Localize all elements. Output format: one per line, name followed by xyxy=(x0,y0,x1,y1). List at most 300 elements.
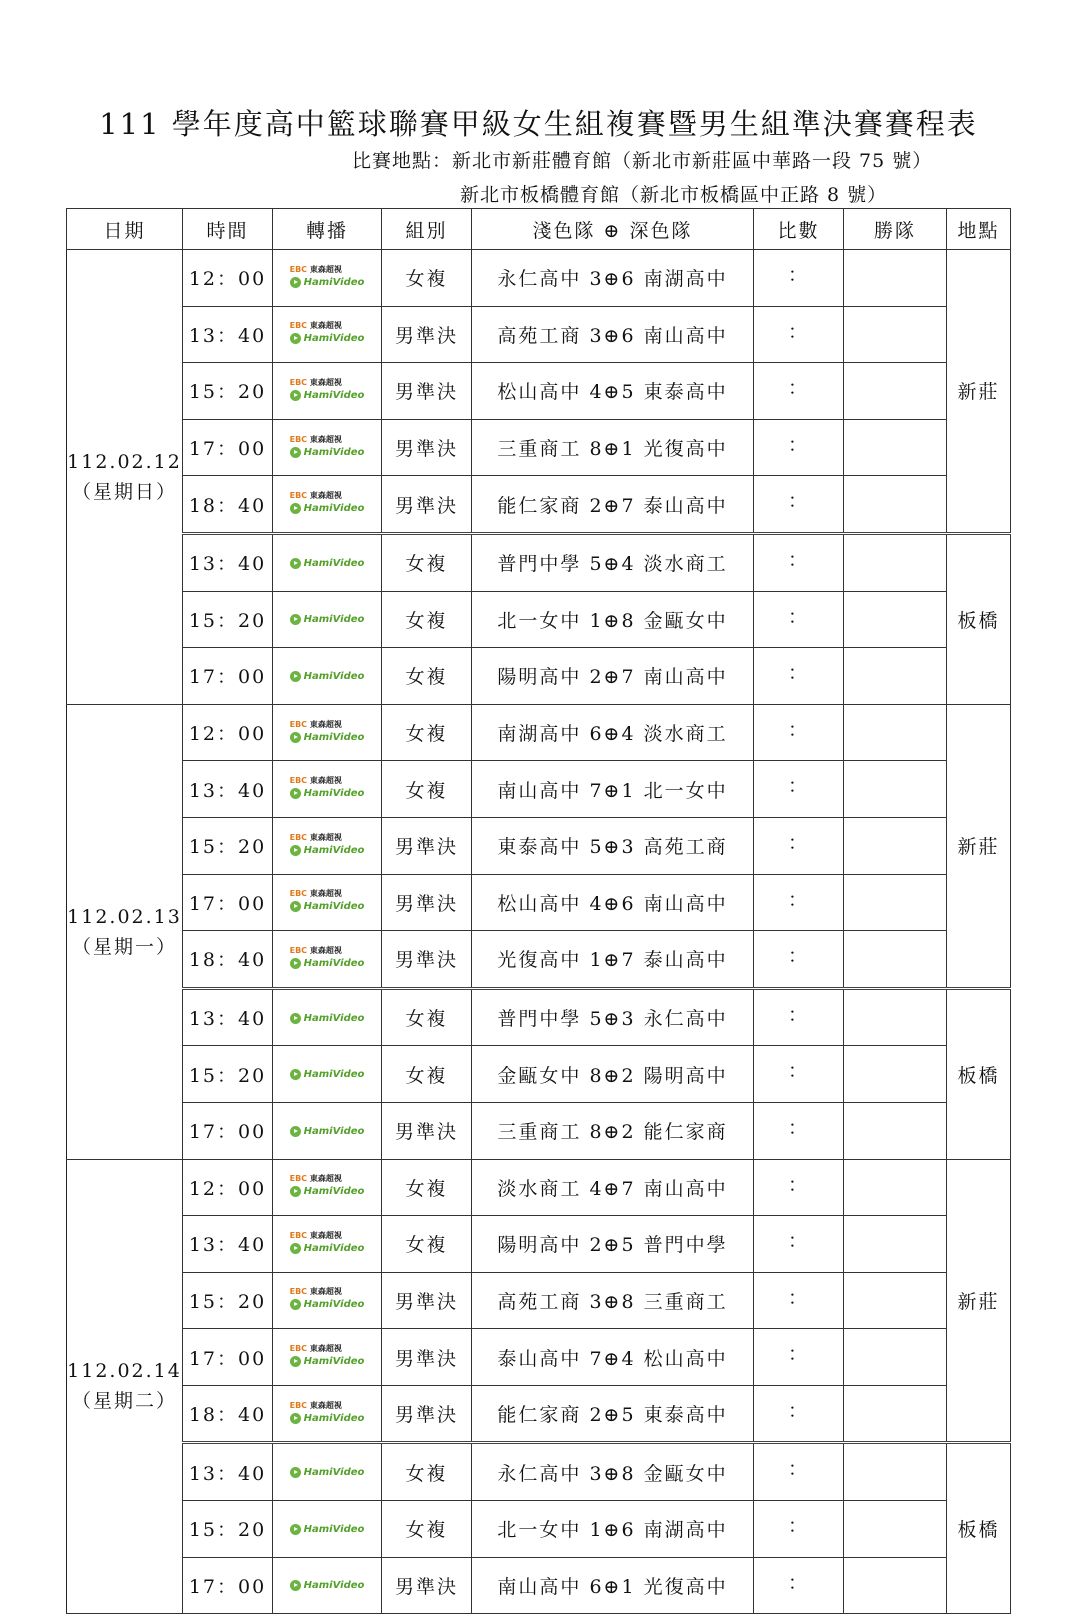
ebc-logo-cn: 東森超視 xyxy=(309,377,342,387)
match-weekday: （星期日） xyxy=(71,480,177,503)
score-cell: ： xyxy=(754,988,844,1046)
ebc-logo-cn: 東森超視 xyxy=(309,1174,342,1184)
winner-cell xyxy=(844,363,947,420)
matchup-cell: 南湖高中 6⊕4 淡水商工 xyxy=(472,704,754,761)
broadcast-cell xyxy=(273,761,382,818)
hamivideo-logo xyxy=(290,1298,365,1311)
hamivideo-logo-text: HamiVideo xyxy=(303,333,365,345)
winner-cell xyxy=(844,1557,947,1614)
ebc-logo xyxy=(290,1229,365,1242)
table-row xyxy=(67,761,1011,818)
winner-cell xyxy=(844,306,947,363)
score-cell: ： xyxy=(754,1102,844,1159)
table-row xyxy=(67,1385,1011,1443)
ebc-logo-cn: 東森超視 xyxy=(309,434,342,444)
table-row xyxy=(67,476,1011,534)
time-cell: 12：00 xyxy=(183,1159,273,1216)
ebc-logo-cn: 東森超視 xyxy=(309,1287,342,1297)
matchup-cell: 能仁家商 2⊕7 泰山高中 xyxy=(472,476,754,534)
play-icon xyxy=(290,671,301,682)
broadcast-logos xyxy=(290,1466,365,1479)
hamivideo-logo-text: HamiVideo xyxy=(303,1012,365,1024)
time-cell: 13：40 xyxy=(183,761,273,818)
hamivideo-logo-text: HamiVideo xyxy=(303,446,365,458)
play-icon xyxy=(290,1126,301,1137)
play-icon xyxy=(290,732,301,743)
broadcast-logos xyxy=(290,774,365,800)
broadcast-logos xyxy=(290,376,365,402)
broadcast-logos xyxy=(290,613,365,626)
division-cell: 女複 xyxy=(382,648,472,705)
venue-cell: 板橋 xyxy=(947,533,1011,704)
hamivideo-logo xyxy=(290,787,365,800)
matchup-cell: 三重商工 8⊕1 光復高中 xyxy=(472,419,754,476)
division-cell: 女複 xyxy=(382,1046,472,1103)
winner-cell xyxy=(844,988,947,1046)
broadcast-cell xyxy=(273,1216,382,1273)
hamivideo-logo-text: HamiVideo xyxy=(303,503,365,515)
table-row xyxy=(67,1046,1011,1103)
table-row xyxy=(67,817,1011,874)
hamivideo-logo xyxy=(290,1579,365,1592)
broadcast-logos xyxy=(290,944,365,970)
division-cell: 男準決 xyxy=(382,363,472,420)
time-cell: 13：40 xyxy=(183,1216,273,1273)
matchup-cell: 普門中學 5⊕4 淡水商工 xyxy=(472,533,754,591)
division-cell: 男準決 xyxy=(382,1329,472,1386)
winner-cell xyxy=(844,419,947,476)
date-cell xyxy=(67,1159,183,1614)
ebc-logo-text: EBC xyxy=(289,1174,308,1184)
header-winner: 勝隊 xyxy=(844,209,947,250)
venue-cell: 新莊 xyxy=(947,250,1011,534)
broadcast-cell xyxy=(273,704,382,761)
ebc-logo xyxy=(290,774,365,787)
time-cell: 13：40 xyxy=(183,1443,273,1501)
hamivideo-logo-text: HamiVideo xyxy=(303,844,365,856)
hamivideo-logo-text: HamiVideo xyxy=(303,1242,365,1254)
time-cell: 13：40 xyxy=(183,533,273,591)
play-icon xyxy=(290,958,301,969)
hamivideo-logo xyxy=(290,446,365,459)
hamivideo-logo-text: HamiVideo xyxy=(303,1299,365,1311)
play-icon xyxy=(290,1243,301,1254)
play-icon xyxy=(290,1069,301,1080)
score-cell: ： xyxy=(754,648,844,705)
hamivideo-logo xyxy=(290,731,365,744)
broadcast-cell xyxy=(273,931,382,989)
broadcast-logos xyxy=(290,1342,365,1368)
score-cell: ： xyxy=(754,250,844,307)
table-row xyxy=(67,1329,1011,1386)
ebc-logo xyxy=(290,1285,365,1298)
table-row xyxy=(67,1557,1011,1614)
winner-cell xyxy=(844,1159,947,1216)
ebc-logo xyxy=(290,376,365,389)
division-cell: 女複 xyxy=(382,1501,472,1558)
header-row xyxy=(67,209,1011,250)
play-icon xyxy=(290,1299,301,1310)
hamivideo-logo xyxy=(290,557,365,570)
hamivideo-logo xyxy=(290,1466,365,1479)
hamivideo-logo xyxy=(290,1012,365,1025)
time-cell: 17：00 xyxy=(183,1329,273,1386)
table-row xyxy=(67,363,1011,420)
play-icon xyxy=(290,1524,301,1535)
division-cell: 女複 xyxy=(382,988,472,1046)
play-icon xyxy=(290,390,301,401)
ebc-logo xyxy=(290,1399,365,1412)
time-cell: 13：40 xyxy=(183,988,273,1046)
ebc-logo-cn: 東森超視 xyxy=(309,1344,342,1354)
division-cell: 男準決 xyxy=(382,1272,472,1329)
hamivideo-logo-text: HamiVideo xyxy=(303,389,365,401)
play-icon xyxy=(290,788,301,799)
hamivideo-logo xyxy=(290,957,365,970)
matchup-cell: 陽明高中 2⊕7 南山高中 xyxy=(472,648,754,705)
match-date: 112.02.13 xyxy=(67,905,182,928)
score-cell: ： xyxy=(754,1272,844,1329)
hamivideo-logo xyxy=(290,1242,365,1255)
table-row xyxy=(67,1216,1011,1273)
broadcast-logos xyxy=(290,1285,365,1311)
winner-cell xyxy=(844,1046,947,1103)
hamivideo-logo-text: HamiVideo xyxy=(303,957,365,969)
play-icon xyxy=(290,614,301,625)
hamivideo-logo-text: HamiVideo xyxy=(303,276,365,288)
broadcast-cell xyxy=(273,1329,382,1386)
score-cell: ： xyxy=(754,306,844,363)
broadcast-cell xyxy=(273,1159,382,1216)
hamivideo-logo xyxy=(290,276,365,289)
ebc-logo xyxy=(290,718,365,731)
hamivideo-logo xyxy=(290,613,365,626)
broadcast-logos xyxy=(290,1125,365,1138)
division-cell: 女複 xyxy=(382,1216,472,1273)
hamivideo-logo-text: HamiVideo xyxy=(303,557,365,569)
time-cell: 17：00 xyxy=(183,1557,273,1614)
ebc-logo-cn: 東森超視 xyxy=(309,321,342,331)
matchup-cell: 高苑工商 3⊕8 三重商工 xyxy=(472,1272,754,1329)
hamivideo-logo xyxy=(290,1125,365,1138)
broadcast-cell xyxy=(273,817,382,874)
broadcast-cell xyxy=(273,1102,382,1159)
play-icon xyxy=(290,1013,301,1024)
play-icon xyxy=(290,277,301,288)
matchup-cell: 松山高中 4⊕5 東泰高中 xyxy=(472,363,754,420)
matchup-cell: 北一女中 1⊕6 南湖高中 xyxy=(472,1501,754,1558)
hamivideo-logo-text: HamiVideo xyxy=(303,1186,365,1198)
score-cell: ： xyxy=(754,419,844,476)
ebc-logo-cn: 東森超視 xyxy=(309,889,342,899)
score-cell: ： xyxy=(754,1501,844,1558)
ebc-logo xyxy=(290,944,365,957)
hamivideo-logo xyxy=(290,1412,365,1425)
time-cell: 15：20 xyxy=(183,363,273,420)
broadcast-logos xyxy=(290,1399,365,1425)
winner-cell xyxy=(844,1385,947,1443)
hamivideo-logo-text: HamiVideo xyxy=(303,614,365,626)
ebc-logo-text: EBC xyxy=(289,434,308,444)
date-cell xyxy=(67,250,183,705)
time-cell: 15：20 xyxy=(183,1272,273,1329)
time-cell: 15：20 xyxy=(183,1501,273,1558)
winner-cell xyxy=(844,476,947,534)
winner-cell xyxy=(844,874,947,931)
winner-cell xyxy=(844,817,947,874)
ebc-logo-text: EBC xyxy=(289,1344,308,1354)
division-cell: 男準決 xyxy=(382,306,472,363)
match-weekday: （星期二） xyxy=(71,1390,177,1413)
table-row xyxy=(67,1443,1011,1501)
winner-cell xyxy=(844,250,947,307)
broadcast-logos xyxy=(290,489,365,515)
division-cell: 女複 xyxy=(382,1159,472,1216)
broadcast-cell xyxy=(273,1385,382,1443)
table-row xyxy=(67,533,1011,591)
score-cell: ： xyxy=(754,476,844,534)
schedule-table xyxy=(66,208,1011,1614)
winner-cell xyxy=(844,704,947,761)
matchup-cell: 東泰高中 5⊕3 高苑工商 xyxy=(472,817,754,874)
winner-cell xyxy=(844,1216,947,1273)
broadcast-cell xyxy=(273,874,382,931)
matchup-cell: 永仁高中 3⊕6 南湖高中 xyxy=(472,250,754,307)
hamivideo-logo-text: HamiVideo xyxy=(303,1069,365,1081)
venue-line-1: 比賽地點：新北市新莊體育館（新北市新莊區中華路一段 75 號） xyxy=(352,150,933,172)
ebc-logo xyxy=(290,433,365,446)
broadcast-cell xyxy=(273,1443,382,1501)
table-row xyxy=(67,1102,1011,1159)
hamivideo-logo xyxy=(290,844,365,857)
ebc-logo xyxy=(290,1172,365,1185)
broadcast-cell xyxy=(273,476,382,534)
ebc-logo xyxy=(290,831,365,844)
venue-cell: 板橋 xyxy=(947,1443,1011,1614)
ebc-logo xyxy=(290,887,365,900)
ebc-logo-text: EBC xyxy=(289,945,308,955)
division-cell: 男準決 xyxy=(382,476,472,534)
matchup-cell: 松山高中 4⊕6 南山高中 xyxy=(472,874,754,931)
ebc-logo-text: EBC xyxy=(289,377,308,387)
time-cell: 12：00 xyxy=(183,704,273,761)
time-cell: 15：20 xyxy=(183,591,273,648)
ebc-logo-text: EBC xyxy=(289,889,308,899)
broadcast-cell xyxy=(273,250,382,307)
ebc-logo-text: EBC xyxy=(289,491,308,501)
table-row xyxy=(67,874,1011,931)
ebc-logo-cn: 東森超視 xyxy=(309,776,342,786)
broadcast-logos xyxy=(290,670,365,683)
ebc-logo-text: EBC xyxy=(289,1230,308,1240)
play-icon xyxy=(290,333,301,344)
hamivideo-logo-text: HamiVideo xyxy=(303,1580,365,1592)
division-cell: 男準決 xyxy=(382,419,472,476)
hamivideo-logo xyxy=(290,900,365,913)
winner-cell xyxy=(844,648,947,705)
broadcast-cell xyxy=(273,648,382,705)
division-cell: 女複 xyxy=(382,761,472,818)
score-cell: ： xyxy=(754,1216,844,1273)
matchup-cell: 永仁高中 3⊕8 金甌女中 xyxy=(472,1443,754,1501)
matchup-cell: 淡水商工 4⊕7 南山高中 xyxy=(472,1159,754,1216)
play-icon xyxy=(290,1186,301,1197)
hamivideo-logo-text: HamiVideo xyxy=(303,901,365,913)
matchup-cell: 北一女中 1⊕8 金甌女中 xyxy=(472,591,754,648)
ebc-logo-cn: 東森超視 xyxy=(309,832,342,842)
ebc-logo-text: EBC xyxy=(289,719,308,729)
hamivideo-logo xyxy=(290,1068,365,1081)
table-row xyxy=(67,1501,1011,1558)
division-cell: 男準決 xyxy=(382,874,472,931)
division-cell: 女複 xyxy=(382,704,472,761)
hamivideo-logo xyxy=(290,670,365,683)
winner-cell xyxy=(844,761,947,818)
score-cell: ： xyxy=(754,1385,844,1443)
broadcast-logos xyxy=(290,263,365,289)
header-time: 時間 xyxy=(183,209,273,250)
broadcast-logos xyxy=(290,1229,365,1255)
time-cell: 18：40 xyxy=(183,1385,273,1443)
hamivideo-logo-text: HamiVideo xyxy=(303,1412,365,1424)
score-cell: ： xyxy=(754,1046,844,1103)
venue-cell: 板橋 xyxy=(947,988,1011,1159)
division-cell: 男準決 xyxy=(382,1557,472,1614)
venue-cell: 新莊 xyxy=(947,1159,1011,1443)
broadcast-logos xyxy=(290,1172,365,1198)
broadcast-cell xyxy=(273,1501,382,1558)
time-cell: 12：00 xyxy=(183,250,273,307)
match-date: 112.02.12 xyxy=(67,450,182,473)
time-cell: 17：00 xyxy=(183,1102,273,1159)
time-cell: 13：40 xyxy=(183,306,273,363)
hamivideo-logo xyxy=(290,332,365,345)
score-cell: ： xyxy=(754,1159,844,1216)
winner-cell xyxy=(844,1272,947,1329)
ebc-logo-cn: 東森超視 xyxy=(309,719,342,729)
ebc-logo-cn: 東森超視 xyxy=(309,945,342,955)
play-icon xyxy=(290,1467,301,1478)
broadcast-logos xyxy=(290,433,365,459)
division-cell: 女複 xyxy=(382,533,472,591)
table-row xyxy=(67,648,1011,705)
ebc-logo-cn: 東森超視 xyxy=(309,264,342,274)
broadcast-cell xyxy=(273,533,382,591)
division-cell: 男準決 xyxy=(382,1385,472,1443)
division-cell: 女複 xyxy=(382,250,472,307)
play-icon xyxy=(290,447,301,458)
score-cell: ： xyxy=(754,363,844,420)
winner-cell xyxy=(844,1329,947,1386)
broadcast-cell xyxy=(273,1046,382,1103)
ebc-logo-cn: 東森超視 xyxy=(309,1230,342,1240)
ebc-logo-text: EBC xyxy=(289,264,308,274)
winner-cell xyxy=(844,1501,947,1558)
ebc-logo-text: EBC xyxy=(289,1287,308,1297)
broadcast-logos xyxy=(290,1068,365,1081)
broadcast-logos xyxy=(290,1579,365,1592)
time-cell: 15：20 xyxy=(183,817,273,874)
score-cell: ： xyxy=(754,1557,844,1614)
division-cell: 男準決 xyxy=(382,1102,472,1159)
score-cell: ： xyxy=(754,761,844,818)
time-cell: 18：40 xyxy=(183,931,273,989)
table-row xyxy=(67,931,1011,989)
score-cell: ： xyxy=(754,1443,844,1501)
broadcast-cell xyxy=(273,1272,382,1329)
ebc-logo xyxy=(290,1342,365,1355)
play-icon xyxy=(290,845,301,856)
hamivideo-logo xyxy=(290,502,365,515)
date-cell xyxy=(67,704,183,1159)
division-cell: 男準決 xyxy=(382,931,472,989)
broadcast-cell xyxy=(273,988,382,1046)
broadcast-logos xyxy=(290,1523,365,1536)
time-cell: 17：00 xyxy=(183,419,273,476)
table-row xyxy=(67,419,1011,476)
score-cell: ： xyxy=(754,591,844,648)
winner-cell xyxy=(844,1443,947,1501)
matchup-cell: 高苑工商 3⊕6 南山高中 xyxy=(472,306,754,363)
hamivideo-logo-text: HamiVideo xyxy=(303,1467,365,1479)
hamivideo-logo-text: HamiVideo xyxy=(303,670,365,682)
hamivideo-logo-text: HamiVideo xyxy=(303,1125,365,1137)
score-cell: ： xyxy=(754,533,844,591)
score-cell: ： xyxy=(754,817,844,874)
ebc-logo xyxy=(290,319,365,332)
play-icon xyxy=(290,1580,301,1591)
broadcast-cell xyxy=(273,591,382,648)
score-cell: ： xyxy=(754,874,844,931)
hamivideo-logo xyxy=(290,1185,365,1198)
matchup-cell: 三重商工 8⊕2 能仁家商 xyxy=(472,1102,754,1159)
play-icon xyxy=(290,1413,301,1424)
matchup-cell: 普門中學 5⊕3 永仁高中 xyxy=(472,988,754,1046)
matchup-cell: 金甌女中 8⊕2 陽明高中 xyxy=(472,1046,754,1103)
header-division: 組別 xyxy=(382,209,472,250)
matchup-cell: 能仁家商 2⊕5 東泰高中 xyxy=(472,1385,754,1443)
table-row xyxy=(67,1159,1011,1216)
table-row xyxy=(67,250,1011,307)
broadcast-logos xyxy=(290,557,365,570)
winner-cell xyxy=(844,1102,947,1159)
winner-cell xyxy=(844,591,947,648)
hamivideo-logo-text: HamiVideo xyxy=(303,1523,365,1535)
ebc-logo-cn: 東森超視 xyxy=(309,491,342,501)
matchup-cell: 南山高中 7⊕1 北一女中 xyxy=(472,761,754,818)
hamivideo-logo-text: HamiVideo xyxy=(303,731,365,743)
broadcast-logos xyxy=(290,319,365,345)
venue-line-2: 新北市板橋體育館（新北市板橋區中正路 8 號） xyxy=(460,184,888,206)
time-cell: 17：00 xyxy=(183,648,273,705)
broadcast-cell xyxy=(273,1557,382,1614)
broadcast-logos xyxy=(290,1012,365,1025)
table-row xyxy=(67,704,1011,761)
ebc-logo xyxy=(290,263,365,276)
ebc-logo-text: EBC xyxy=(289,1400,308,1410)
hamivideo-logo xyxy=(290,1523,365,1536)
matchup-cell: 陽明高中 2⊕5 普門中學 xyxy=(472,1216,754,1273)
time-cell: 17：00 xyxy=(183,874,273,931)
header-date: 日期 xyxy=(67,209,183,250)
header-broadcast: 轉播 xyxy=(273,209,382,250)
winner-cell xyxy=(844,931,947,989)
ebc-logo xyxy=(290,489,365,502)
hamivideo-logo-text: HamiVideo xyxy=(303,788,365,800)
broadcast-logos xyxy=(290,718,365,744)
play-icon xyxy=(290,901,301,912)
broadcast-cell xyxy=(273,306,382,363)
